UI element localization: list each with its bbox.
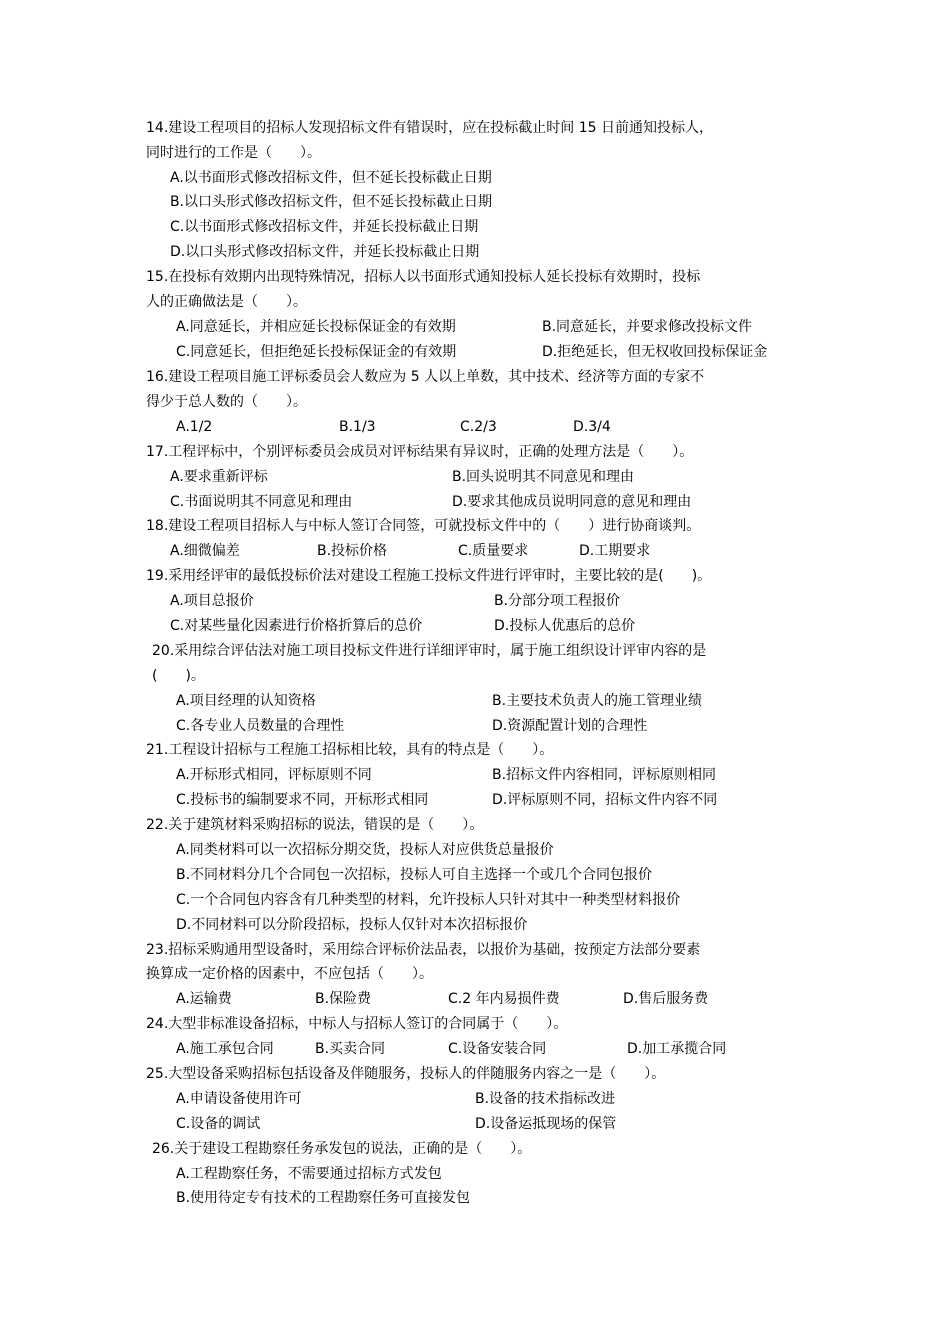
question-16-stem-line-2: 得少于总人数的（ ）。 bbox=[146, 394, 307, 410]
question-21-option-a: A.开标形式相同，评标原则不同 bbox=[176, 767, 372, 783]
question-22-option-d: D.不同材料可以分阶段招标，投标人仅针对本次招标报价 bbox=[176, 917, 528, 933]
question-16-option-c: C.2/3 bbox=[460, 419, 497, 435]
question-21-option-b: B.招标文件内容相同，评标原则相同 bbox=[492, 767, 717, 783]
question-25-option-d: D.设备运抵现场的保管 bbox=[475, 1116, 617, 1132]
question-17-option-c: C.书面说明其不同意见和理由 bbox=[170, 494, 353, 510]
question-17-option-d: D.要求其他成员说明同意的意见和理由 bbox=[452, 494, 692, 510]
question-26-option-a: A.工程勘察任务，不需要通过招标方式发包 bbox=[176, 1166, 442, 1182]
question-16-option-b: B.1/3 bbox=[339, 419, 376, 435]
question-25-stem-line-1: 25.大型设备采购招标包括设备及伴随服务，投标人的伴随服务内容之一是（ ）。 bbox=[146, 1066, 666, 1082]
question-16-option-a: A.1/2 bbox=[176, 419, 213, 435]
question-23-option-b: B.保险费 bbox=[315, 991, 372, 1007]
question-23-option-a: A.运输费 bbox=[176, 991, 232, 1007]
question-19-option-d: D.投标人优惠后的总价 bbox=[494, 618, 636, 634]
question-14-stem-line-2: 同时进行的工作是（ ）。 bbox=[146, 145, 321, 161]
question-17-option-b: B.回头说明其不同意见和理由 bbox=[452, 469, 635, 485]
question-20-stem-line-2: ( )。 bbox=[152, 668, 205, 684]
question-18-option-d: D.工期要求 bbox=[579, 543, 651, 559]
question-24-option-b: B.买卖合同 bbox=[315, 1041, 386, 1057]
question-20-stem-line-1: 20.采用综合评估法对施工项目投标文件进行详细评审时，属于施工组织设计评审内容的是 bbox=[152, 643, 707, 659]
question-17-option-a: A.要求重新评标 bbox=[170, 469, 268, 485]
question-21-stem-line-1: 21.工程设计招标与工程施工招标相比较，具有的特点是（ ）。 bbox=[146, 742, 554, 758]
question-16-option-d: D.3/4 bbox=[573, 419, 611, 435]
question-26-stem-line-1: 26.关于建设工程勘察任务承发包的说法，正确的是（ ）。 bbox=[152, 1141, 532, 1157]
question-22-option-c: C.一个合同包内容含有几种类型的材料，允许投标人只针对其中一种类型材料报价 bbox=[176, 892, 681, 908]
question-15-option-c: C.同意延长，但拒绝延长投标保证金的有效期 bbox=[176, 344, 457, 360]
question-15-option-d: D.拒绝延长，但无权收回投标保证金 bbox=[542, 344, 768, 360]
question-23-stem-line-2: 换算成一定价格的因素中，不应包括（ ）。 bbox=[146, 966, 433, 982]
question-19-option-c: C.对某些量化因素进行价格折算后的总价 bbox=[170, 618, 423, 634]
question-18-option-c: C.质量要求 bbox=[458, 543, 529, 559]
question-17-stem-line-1: 17.工程评标中，个别评标委员会成员对评标结果有异议时，正确的处理方法是（ ）。 bbox=[146, 444, 694, 460]
question-15-stem-line-2: 人的正确做法是（ ）。 bbox=[146, 294, 307, 310]
question-14-option-d: D.以口头形式修改招标文件，并延长投标截止日期 bbox=[170, 244, 480, 260]
question-19-option-b: B.分部分项工程报价 bbox=[494, 593, 621, 609]
question-15-option-b: B.同意延长，并要求修改投标文件 bbox=[542, 319, 753, 335]
question-15-option-a: A.同意延长，并相应延长投标保证金的有效期 bbox=[176, 319, 456, 335]
question-25-option-b: B.设备的技术指标改进 bbox=[475, 1091, 616, 1107]
question-19-option-a: A.项目总报价 bbox=[170, 593, 254, 609]
question-14-stem-line-1: 14.建设工程项目的招标人发现招标文件有错误时，应在投标截止时间 15 日前通知投标人， bbox=[146, 120, 713, 136]
question-22-option-b: B.不同材料分几个合同包一次招标，投标人可自主选择一个或几个合同包报价 bbox=[176, 867, 653, 883]
question-26-option-b: B.使用待定专有技术的工程勘察任务可直接发包 bbox=[176, 1190, 471, 1206]
question-24-option-a: A.施工承包合同 bbox=[176, 1041, 274, 1057]
question-19-stem-line-1: 19.采用经评审的最低投标价法对建设工程施工投标文件进行评审时，主要比较的是( )。 bbox=[146, 568, 712, 584]
question-20-option-b: B.主要技术负责人的施工管理业绩 bbox=[492, 693, 703, 709]
question-18-option-a: A.细微偏差 bbox=[170, 543, 240, 559]
question-14-option-c: C.以书面形式修改招标文件，并延长投标截止日期 bbox=[170, 219, 479, 235]
question-22-option-a: A.同类材料可以一次招标分期交货，投标人对应供货总量报价 bbox=[176, 842, 554, 858]
question-18-option-b: B.投标价格 bbox=[317, 543, 388, 559]
question-14-option-a: A.以书面形式修改招标文件，但不延长投标截止日期 bbox=[170, 170, 492, 186]
question-16-stem-line-1: 16.建设工程项目施工评标委员会人数应为 5 人以上单数，其中技术、经济等方面的专家不 bbox=[146, 369, 705, 385]
question-24-option-d: D.加工承揽合同 bbox=[627, 1041, 727, 1057]
question-21-option-c: C.投标书的编制要求不同，开标形式相同 bbox=[176, 792, 429, 808]
question-18-stem-line-1: 18.建设工程项目招标人与中标人签订合同签，可就投标文件中的（ ）进行协商谈判。 bbox=[146, 518, 701, 534]
question-23-option-c: C.2 年内易损件费 bbox=[448, 991, 560, 1007]
question-24-stem-line-1: 24.大型非标准设备招标，中标人与招标人签订的合同属于（ ）。 bbox=[146, 1016, 568, 1032]
question-23-option-d: D.售后服务费 bbox=[623, 991, 709, 1007]
question-15-stem-line-1: 15.在投标有效期内出现特殊情况，招标人以书面形式通知投标人延长投标有效期时，投标 bbox=[146, 269, 701, 285]
question-21-option-d: D.评标原则不同，招标文件内容不同 bbox=[492, 792, 718, 808]
question-25-option-c: C.设备的调试 bbox=[176, 1116, 261, 1132]
question-20-option-c: C.各专业人员数量的合理性 bbox=[176, 718, 345, 734]
question-22-stem-line-1: 22.关于建筑材料采购招标的说法，错误的是（ ）。 bbox=[146, 817, 484, 833]
question-20-option-a: A.项目经理的认知资格 bbox=[176, 693, 316, 709]
question-25-option-a: A.申请设备使用许可 bbox=[176, 1091, 302, 1107]
question-14-option-b: B.以口头形式修改招标文件，但不延长投标截止日期 bbox=[170, 194, 493, 210]
question-23-stem-line-1: 23.招标采购通用型设备时，采用综合评标价法品表，以报价为基础，按预定方法部分要素 bbox=[146, 942, 701, 958]
question-20-option-d: D.资源配置计划的合理性 bbox=[492, 718, 648, 734]
question-24-option-c: C.设备安装合同 bbox=[448, 1041, 547, 1057]
